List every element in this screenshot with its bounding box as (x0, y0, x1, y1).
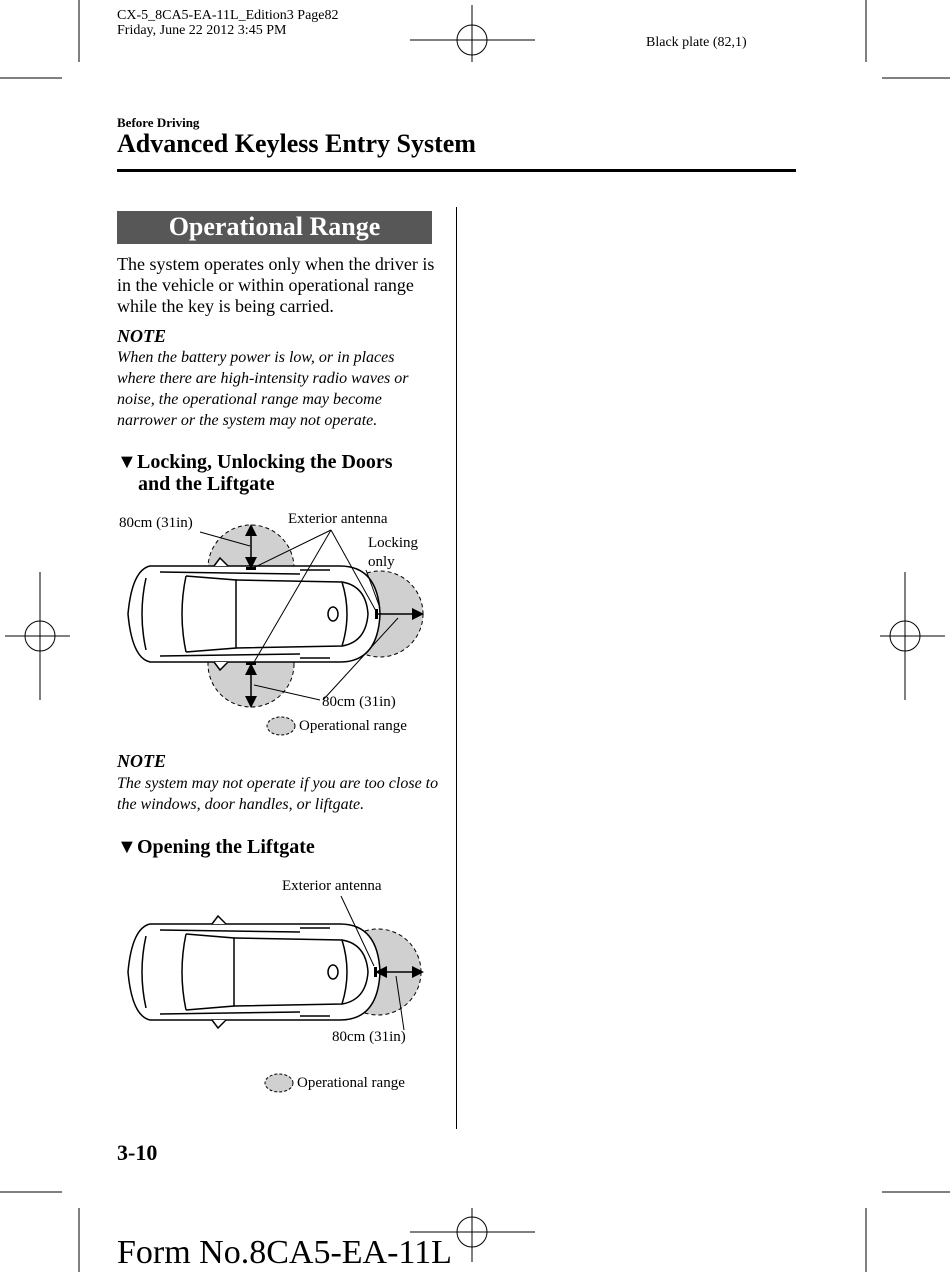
subsection-title-line1: Locking, Unlocking the Doors (137, 451, 393, 473)
figure2-range-label: 80cm (31in) (332, 1029, 406, 1045)
subsection2-title: Opening the Liftgate (137, 836, 315, 858)
figure1-antenna-label: Exterior antenna (288, 511, 388, 527)
figure1-locking-label: Locking (368, 535, 418, 551)
triangle-marker-icon: ▼ (117, 451, 137, 473)
figure2-antenna-label: Exterior antenna (282, 878, 382, 894)
section-banner: Operational Range (117, 211, 432, 244)
legend-swatch-icon (265, 1074, 293, 1092)
figure1-legend-label: Operational range (299, 718, 407, 734)
print-file-line: CX-5_8CA5-EA-11L_Edition3 Page82 (117, 8, 339, 23)
note-text: When the battery power is low, or in places where there are high-intensity radio waves or noise, the operational range may become narrower or the system may not operate. (117, 349, 409, 429)
triangle-marker-icon: ▼ (117, 836, 137, 858)
note2-text: The system may not operate if you are too close to the windows, door handles, or liftgate. (117, 775, 439, 813)
figure1-range-top-label: 80cm (31in) (119, 515, 193, 531)
note2-heading: NOTE (117, 751, 166, 771)
page-number: 3-10 (117, 1140, 158, 1165)
intro-paragraph: The system operates only when the driver is in the vehicle or within operational range while the key is being carried. (117, 254, 435, 316)
form-number: Form No.8CA5-EA-11L (117, 1234, 452, 1271)
plate-label: Black plate (82,1) (646, 35, 747, 50)
print-date-line: Friday, June 22 2012 3:45 PM (117, 23, 287, 38)
note-heading: NOTE (117, 326, 166, 346)
vehicle-top-view-icon (128, 916, 380, 1028)
figure2-legend-label: Operational range (297, 1075, 405, 1091)
chapter-title: Advanced Keyless Entry System (117, 129, 476, 158)
figure1-only-label: only (368, 554, 395, 570)
subsection-title-line2: and the Liftgate (138, 473, 275, 495)
section-label: Before Driving (117, 115, 200, 130)
figure1-range-bottom-label: 80cm (31in) (322, 694, 396, 710)
